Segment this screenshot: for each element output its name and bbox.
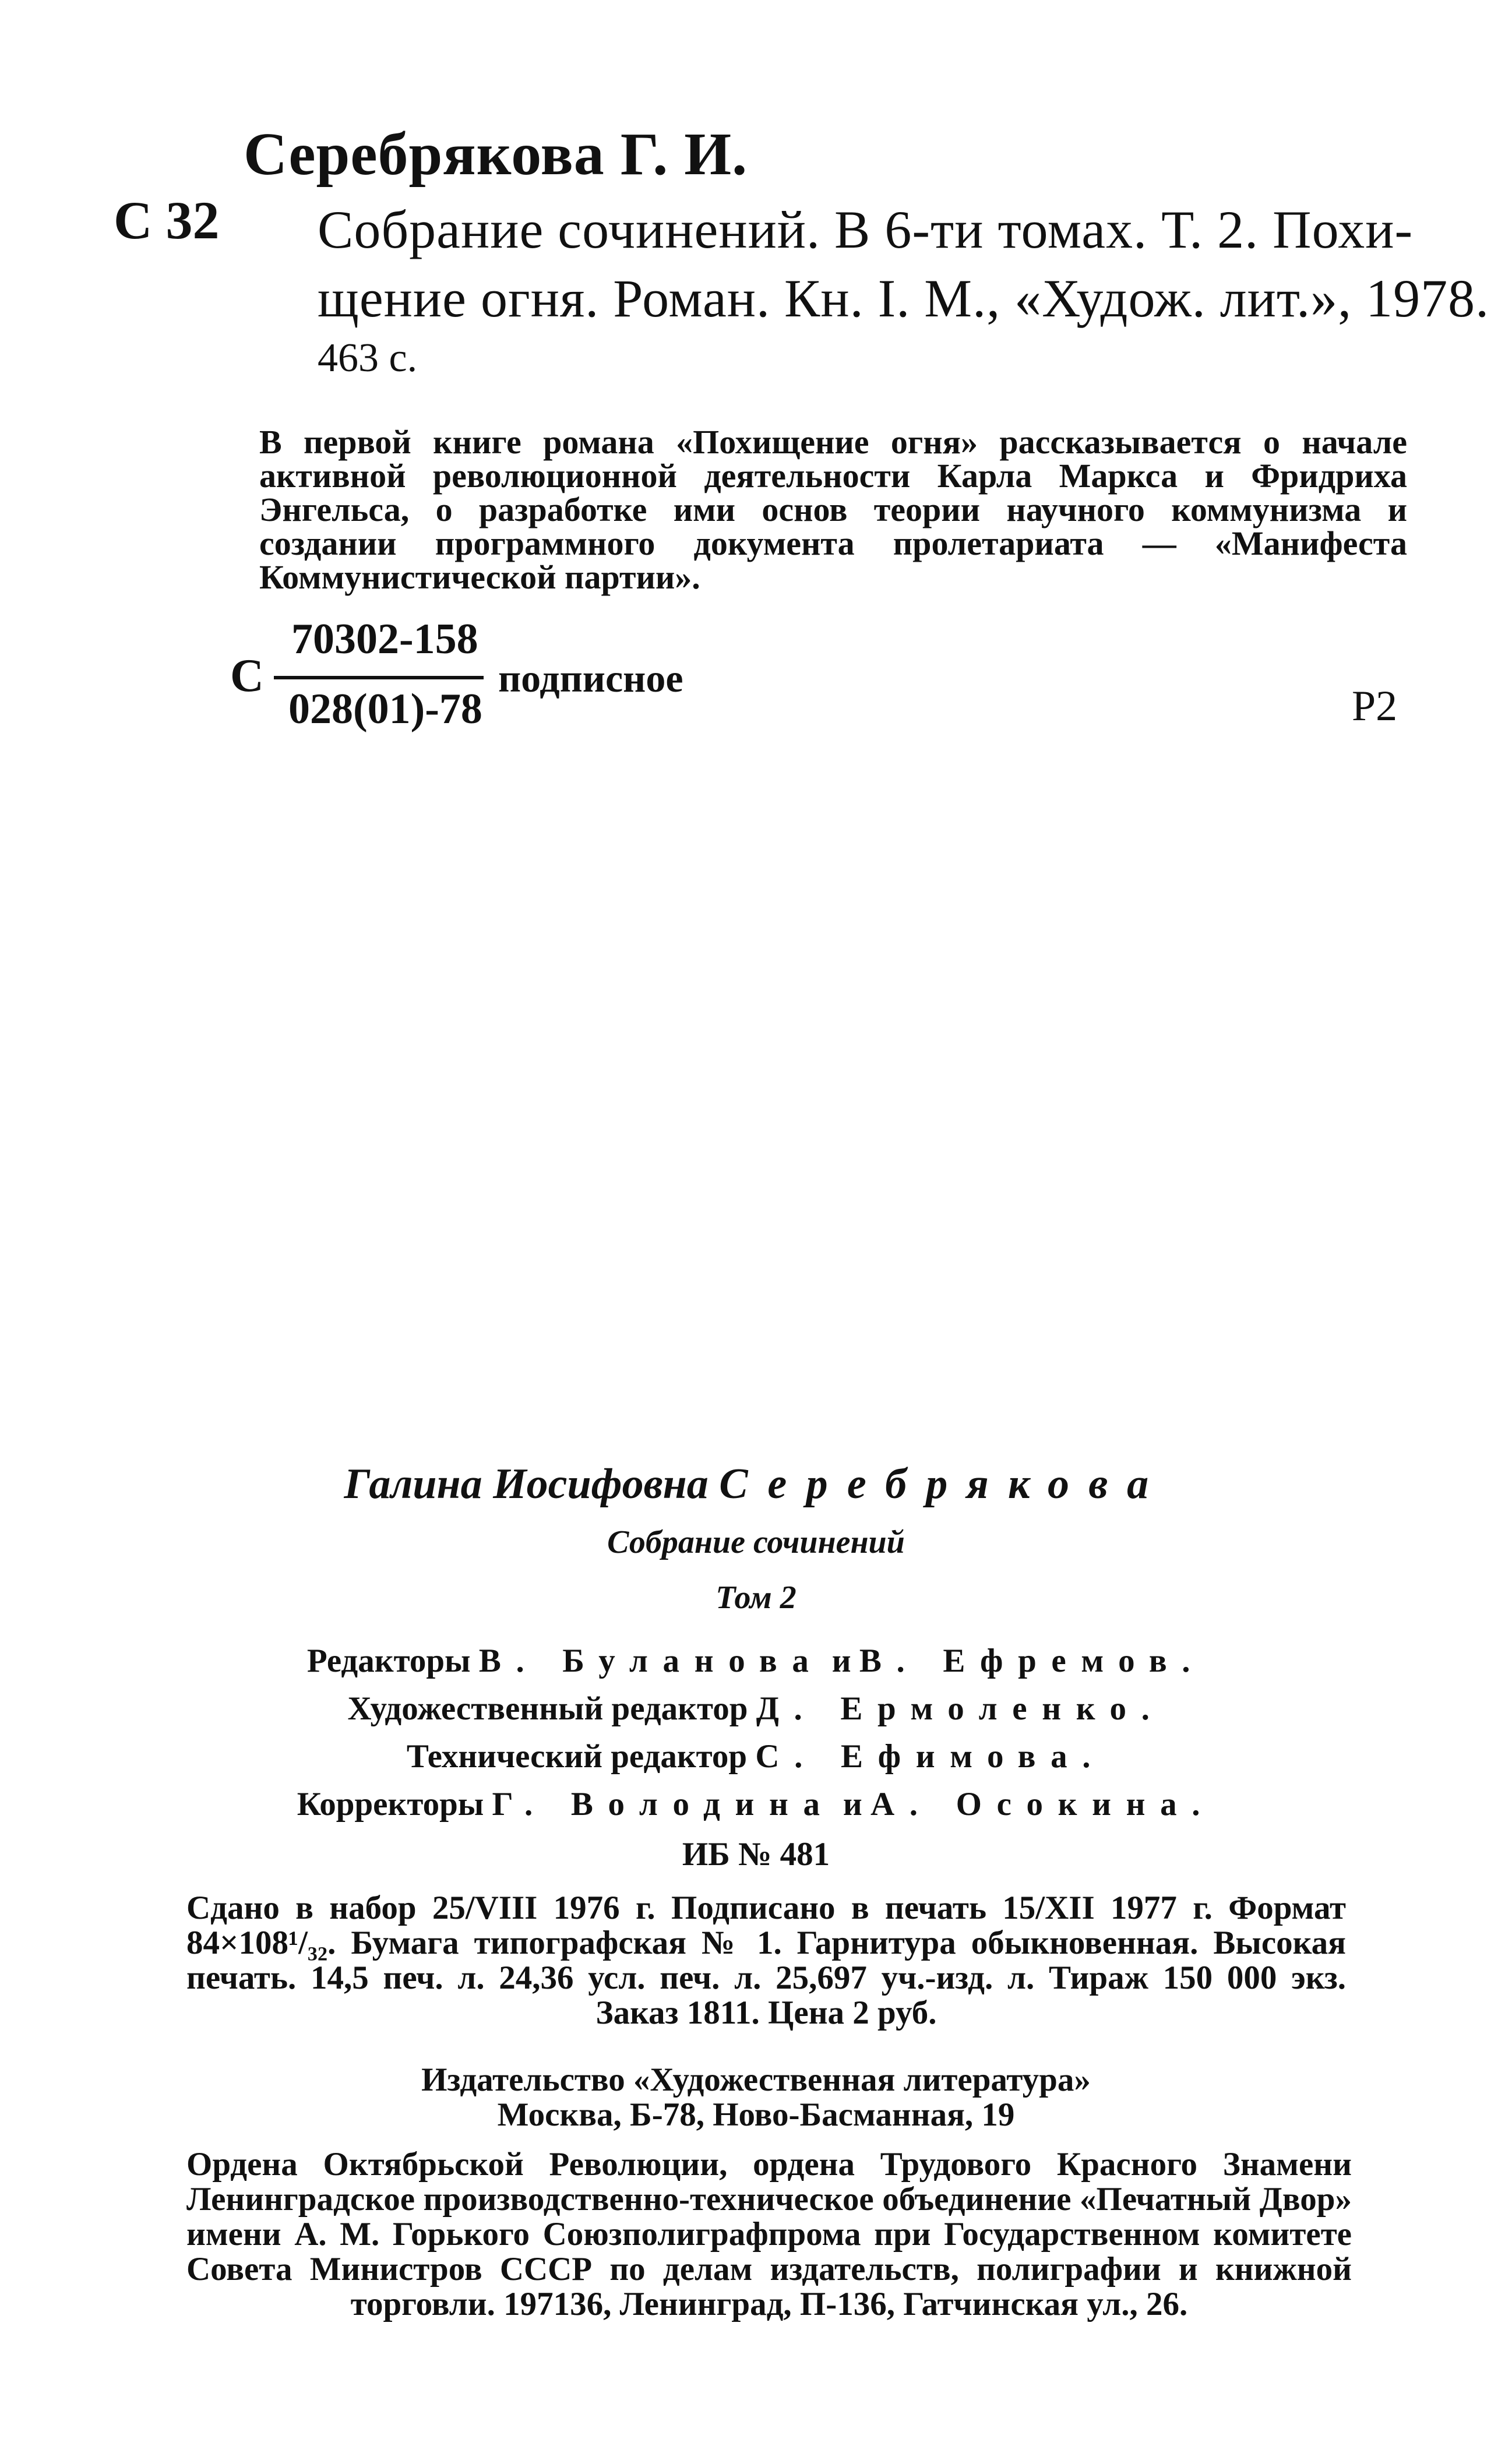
editor-name: Д. Ермоленко. [756,1690,1165,1727]
editor-name: А. Осокина. [870,1786,1215,1823]
editor-name: Г. Володина [492,1786,835,1823]
volume-label: Том 2 [716,1580,796,1616]
classification-code: Р2 [1352,682,1398,730]
editor-conjunction: и [831,1643,851,1679]
publisher-address: Москва, Б-78, Ново-Басманная, 19 [497,2096,1015,2133]
index-letter: С [230,650,264,702]
author-first-names: Галина Иосифовна [344,1460,709,1508]
page-count: 463 с. [318,336,418,380]
ib-number: ИБ № 481 [682,1836,830,1873]
publisher-name: Издательство «Художественная литература» [421,2061,1091,2098]
editor-name: В. Буланова [478,1643,824,1679]
printer-info: Ордена Октябрьской Революции, ордена Трудового Красного Знамени Ленинградское производственно-техническое объединение «Печатный Двор» имени А. М. Горького Союзполиграфпрома при Государственном комитете Совета Министров СССР по делам издательств, полиграфии и книжной торговли. 197136, Ленинград, П-136, Гатчинская ул., 26. [186,2146,1352,2322]
subscription-label: подписное [498,656,683,700]
author-name: Серебрякова Г. И. [244,121,748,188]
editor-line [0,1733,1512,1781]
index-denominator: 028(01)-78 [288,685,482,733]
editor-role: Технический редактор [406,1738,748,1775]
full-author-name [0,1460,1512,1509]
bibliographic-description [318,195,1489,333]
editor-line [0,1637,1512,1685]
bib-line-2: щение огня. Роман. Кн. I. М., «Худож. лит.», 1978. [318,269,1490,328]
printing-details: Сдано в набор 25/VIII 1976 г. Подписано в печать 15/XII 1977 г. Формат 84×108¹/₃₂. Бумага типографская № 1. Гарнитура обыкновенная. Высокая печать. 14,5 печ. л. 24,36 усл. печ. л. 25,697 уч.-изд. л. Тираж 150 000 экз. Заказ 1811. Цена 2 руб. [186,1890,1346,2031]
catalog-code: С 32 [114,191,220,250]
editor-line [0,1685,1512,1733]
editor-name: С. Ефимова. [755,1738,1106,1775]
editor-role: Редакторы [306,1643,471,1679]
fraction-divider [274,676,484,679]
bib-line-1: Собрание сочинений. В 6-ти томах. Т. 2. Похи- [318,200,1414,259]
editors-list [0,1637,1512,1828]
editor-name: В. Ефремов. [859,1643,1206,1679]
author-surname-spaced: Серебрякова [719,1460,1168,1508]
annotation-paragraph: В первой книге романа «Похищение огня» рассказывается о начале активной революционной деятельности Карла Маркса и Фридриха Энгельса, о разработке ими основ теории научного коммунизма и создании программного документа пролетариата — «Манифеста Коммунистической партии». [259,423,1407,596]
editor-conjunction: и [843,1786,862,1823]
editor-role: Художественный редактор [347,1690,748,1727]
editor-role: Корректоры [297,1786,484,1823]
editor-line [0,1781,1512,1828]
index-numerator: 70302-158 [291,615,478,663]
collection-title: Собрание сочинений [607,1524,905,1560]
publisher-info [0,2063,1512,2133]
